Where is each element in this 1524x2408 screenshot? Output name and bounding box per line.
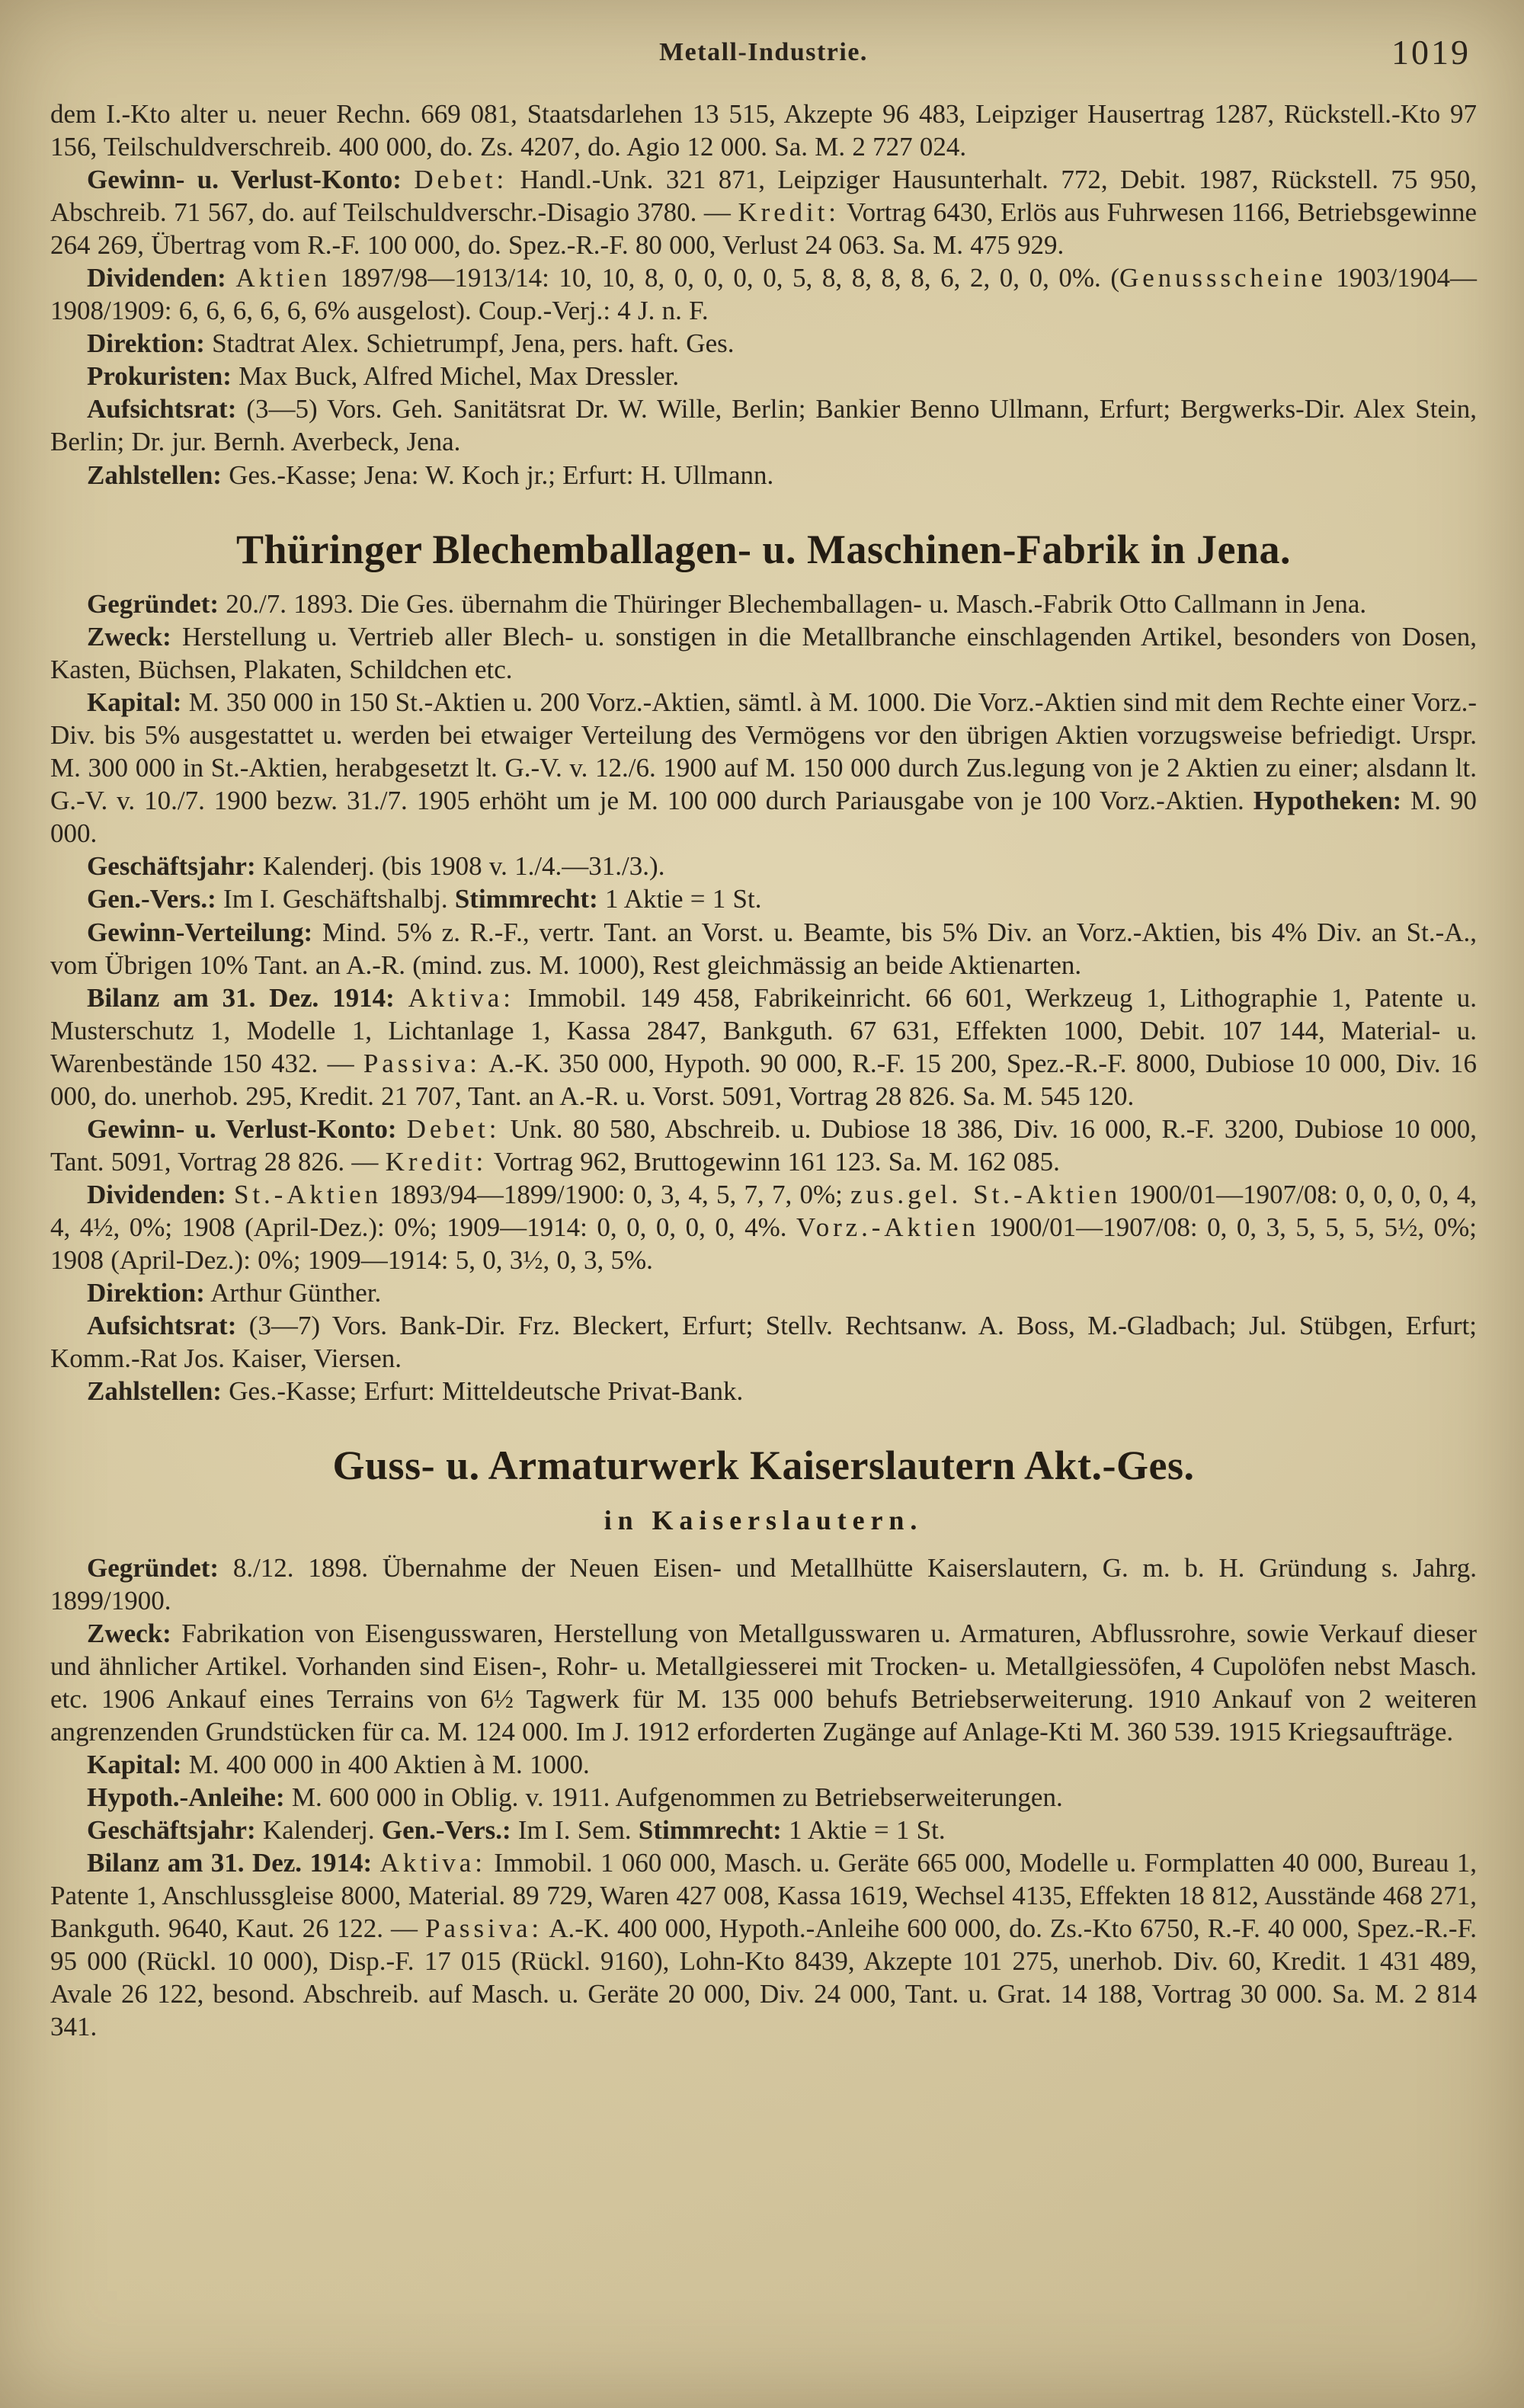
text-segment: Ges.-Kasse; Jena: W. Koch jr.; Erfurt: H. Ullmann. — [221, 460, 774, 490]
paragraph-label: Zweck: — [87, 1618, 171, 1648]
text-segment: M. 600 000 in Oblig. v. 1911. Aufgenommen zu Betriebserweiterungen. — [284, 1782, 1063, 1812]
running-title: Metall-Industrie. — [659, 38, 868, 66]
text-segment: Kredit: — [385, 1146, 488, 1177]
paragraph-label: Aufsichtsrat: — [87, 1311, 237, 1341]
paragraph-label: Dividenden: — [87, 1179, 226, 1209]
text-segment: 1893/94—1899/1900: 0, 3, 4, 5, 7, 7, 0%; — [381, 1179, 851, 1209]
text-segment: 1 Aktie = 1 St. — [781, 1815, 946, 1846]
text-segment: dem I.-Kto alter u. neuer Rechn. 669 081, Staatsdarlehen 13 515, Akzepte 96 483, Leipziger Hausertrag 1287, Rückstell.-Kto 97 156, Teilschuldverschreib. 400 000, do. Zs. 4207, do. Agio 12 000. Sa. M. 2 727 024. — [50, 99, 1477, 162]
page-number: 1019 — [1391, 33, 1471, 72]
page-header — [50, 35, 1477, 79]
text-segment: Arthur Günther. — [204, 1278, 382, 1308]
text-segment: Aktiva: — [379, 1848, 486, 1878]
text-segment: Fabrikation von Eisengusswaren, Herstellung von Metallgusswaren u. Armaturen, Abflussrohre, sowie Verkauf dieser und ähnlicher Artikel. Vorhanden sind Eisen-, Rohr- u. Metallgiesserei mit Trocken- u. Metallgiessöfen, 4 Cupolöfen nebst Masch. etc. 1906 Ankauf eines Terrains von 6½ Tagwerk für M. 135 000 behufs Betriebserweiterung. 1910 Ankauf von 2 weiteren angrenzenden Grundstücken für ca. M. 124 000. Im J. 1912 erforderten Zugänge auf Anlage-Kti M. 360 539. 1915 Kriegsaufträge. — [50, 1618, 1477, 1747]
paragraph — [50, 1113, 1477, 1178]
paragraph — [50, 360, 1477, 392]
paragraph-label: Dividenden: — [87, 263, 226, 293]
paragraph — [50, 850, 1477, 882]
sections — [50, 98, 1477, 2043]
paragraph-label: Gewinn- u. Verlust-Konto: — [87, 1113, 397, 1144]
paragraph-label: Zahlstellen: — [87, 460, 222, 490]
paragraph-label: Direktion: — [87, 1278, 205, 1308]
text-segment: M. 350 000 in 150 St.-Aktien u. 200 Vorz.-Aktien, sämtl. à M. 1000. Die Vorz.-Aktien sind mit dem Rechte einer Vorz.-Div. bis 5% ausgestattet u. werden bei etwaiger Verteilung des Vermögens vor den übrigen Aktien vorzugsweise befriedigt. Urspr. M. 300 000 in St.-Aktien, herabgesetzt lt. G.-V. v. 12./6. 1900 auf M. 150 000 durch Zus.legung von je 2 Aktien zu einer; alsdann lt. G.-V. v. 10./7. 1900 bezw. 31./7. 1905 erhöht um je M. 100 000 durch Pariausgabe von je 100 Vorz.-Aktien. — [50, 687, 1477, 816]
paragraph-label: Gen.-Vers.: — [381, 1815, 511, 1846]
text-segment — [372, 1848, 379, 1878]
paragraph — [50, 1846, 1477, 2043]
paragraph-label: Geschäftsjahr: — [87, 1815, 256, 1846]
text-segment: Kalenderj. — [255, 1815, 382, 1846]
company-subheading: in Kaiserslautern. — [604, 1504, 924, 1535]
paragraph-label: Stimmrecht: — [638, 1815, 782, 1846]
text-segment: St.-Aktien — [234, 1179, 382, 1209]
paragraph — [50, 1781, 1477, 1814]
text-segment: Herstellung u. Vertrieb aller Blech- u. sonstigen in die Metallbranche einschlagenden Artikel, besonders von Dosen, Kasten, Büchsen, Plakaten, Schildchen etc. — [50, 622, 1477, 685]
text-segment: Vortrag 962, Bruttogewinn 161 123. Sa. M. 162 085. — [487, 1146, 1060, 1177]
text-segment: 1897/98—1913/14: 10, 10, 8, 0, 0, 0, 0, 5, 8, 8, 8, 8, 6, 2, 0, 0, 0%. ( — [331, 263, 1120, 293]
paragraph-label: Hypoth.-Anleihe: — [87, 1782, 285, 1812]
text-segment: 1900/01—1907/08: 0, 0, 3, 5, 5, 5, 5½, 0%; 1908 (April-Dez.): 0%; 1909—1914: 5, 0, 3½, 0, 3, 5%. — [50, 1212, 1477, 1275]
paragraph-label: Kapital: — [87, 1749, 182, 1779]
paragraph — [50, 981, 1477, 1113]
paragraph-label: Bilanz am 31. Dez. 1914: — [87, 982, 395, 1013]
text-segment: Passiva: — [425, 1913, 543, 1944]
text-segment: 1 Aktie = 1 St. — [597, 884, 762, 914]
text-segment: Kalenderj. (bis 1908 v. 1./4.—31./3.). — [255, 851, 665, 882]
paragraph — [50, 459, 1477, 492]
paragraph-label: Gegründet: — [87, 589, 219, 620]
paragraph-label: Kapital: — [87, 687, 182, 718]
paragraph-label: Gen.-Vers.: — [87, 884, 216, 914]
text-segment: Debet: — [414, 165, 508, 195]
paragraph — [50, 327, 1477, 360]
company-section — [50, 98, 1477, 492]
text-segment: Im I. Sem. — [511, 1815, 639, 1846]
text-segment — [226, 1180, 234, 1209]
text-segment: Aktien — [235, 263, 331, 293]
text-segment: Vorz.-Aktien — [796, 1212, 979, 1242]
paragraph-label: Gewinn- u. Verlust-Konto: — [87, 165, 402, 195]
company-heading: Thüringer Blechemballagen- u. Maschinen-Fabrik in Jena. — [235, 526, 1292, 572]
paragraph — [50, 1551, 1477, 1617]
text-segment: 1900/01—1907/08: 0, 0, 0, 0, 4, 4, 4½, 0%; 1908 (April-Dez.): 0%; 1909—1914: 0, 0, 0, 0, 0, 4%. — [50, 1179, 1477, 1242]
paragraph-label: Gewinn-Verteilung: — [87, 917, 313, 947]
paragraph-label: Prokuristen: — [87, 361, 232, 392]
company-section — [50, 527, 1477, 1408]
text-segment: (3—5) Vors. Geh. Sanitätsrat Dr. W. Wille, Berlin; Bankier Benno Ullmann, Erfurt; Bergwerks-Dir. Alex Stein, Berlin; Dr. jur. Bernh. Averbeck, Jena. — [50, 394, 1477, 457]
paragraph — [50, 882, 1477, 915]
paragraph-label: Hypotheken: — [1253, 786, 1402, 816]
text-segment — [397, 1114, 407, 1144]
paragraph — [50, 1309, 1477, 1375]
text-segment: Genussscheine — [1119, 263, 1327, 293]
text-segment: M. 90 000. — [50, 786, 1478, 849]
paragraph — [50, 1748, 1477, 1781]
paragraph — [50, 392, 1477, 458]
paragraph-label: Direktion: — [87, 328, 205, 359]
text-segment: Unk. 80 580, Abschreib. u. Dubiose 18 386, Div. 16 000, R.-F. 3200, Dubiose 10 000, Tant. 5091, Vortrag 28 826. — — [50, 1113, 1477, 1177]
paragraph-label: Geschäftsjahr: — [87, 851, 256, 882]
text-segment: A.-K. 400 000, Hypoth.-Anleihe 600 000, do. Zs.-Kto 6750, R.-F. 40 000, Spez.-R.-F. 95 000 (Rückl. 10 000), Disp.-F. 17 015 (Rückl. 9160), Lohn-Kto 8439, Akzepte 101 275, unerhob. Div. 60, Kredit. 1 431 489, Avale 26 122, besond. Abschreib. auf Masch. u. Geräte 20 000, Div. 24 000, Tant. u. Grat. 14 188, Vortrag 30 000. Sa. M. 2 814 341. — [50, 1913, 1477, 2042]
text-segment: Debet: — [406, 1113, 501, 1144]
paragraph — [50, 1178, 1477, 1276]
paragraph — [50, 1276, 1477, 1309]
text-segment: Vortrag 6430, Erlös aus Fuhrwesen 1166, Betriebsgewinne 264 269, Übertrag vom R.-F. 100 000, do. Spez.-R.-F. 80 000, Verlust 24 063. Sa. M. 475 929. — [50, 197, 1478, 261]
paragraph-label: Bilanz am 31. Dez. 1914: — [87, 1848, 373, 1878]
text-segment: Immobil. 1 060 000, Masch. u. Geräte 665 000, Modelle u. Formplatten 40 000, Bureau 1, Patente 1, Anschlussgleise 8000, Material. 89 729, Waren 427 008, Kassa 1619, Wechsel 4135, Effekten 18 812, Ausstände 468 271, Bankguth. 9640, Kaut. 26 122. — — [50, 1848, 1478, 1944]
text-segment: Kredit: — [738, 197, 840, 228]
paragraph — [50, 98, 1477, 163]
text-segment: Max Buck, Alfred Michel, Max Dressler. — [231, 361, 680, 392]
paragraph — [50, 1375, 1477, 1407]
paragraph — [50, 1814, 1477, 1846]
paragraph — [50, 163, 1477, 261]
text-segment: zus.gel. St.-Aktien — [850, 1179, 1122, 1209]
paragraph — [50, 916, 1477, 981]
paragraph — [50, 686, 1477, 850]
text-segment: Handl.-Unk. 321 871, Leipziger Hausunterhalt. 772, Debit. 1987, Rückstell. 75 950, Abschreib. 71 567, do. auf Teilschuldverschr.-Disagio 3780. — — [50, 165, 1477, 228]
text-segment: A.-K. 350 000, Hypoth. 90 000, R.-F. 15 200, Spez.-R.-F. 8000, Dubiose 10 000, Div. 16 000, do. unerhob. 295, Kredit. 21 707, Tant. an A.-R. u. Vorst. 5091, Vortrag 28 826. Sa. M. 545 120. — [50, 1048, 1477, 1111]
paragraph — [50, 261, 1477, 327]
text-segment: 1903/1904—1908/1909: 6, 6, 6, 6, 6, 6% ausgelost). Coup.-Verj.: 4 J. n. F. — [50, 263, 1478, 326]
text-segment: Ges.-Kasse; Erfurt: Mitteldeutsche Privat-Bank. — [221, 1376, 744, 1407]
company-heading: Guss- u. Armaturwerk Kaiserslautern Akt.-Ges. — [332, 1443, 1195, 1489]
paragraph-label: Gegründet: — [87, 1552, 219, 1583]
paragraph — [50, 1617, 1477, 1748]
text-segment — [395, 983, 408, 1013]
paragraph-label: Zweck: — [87, 622, 171, 652]
paragraph-label: Aufsichtsrat: — [87, 394, 237, 424]
text-segment: Immobil. 149 458, Fabrikeinricht. 66 601, Werkzeug 1, Lithographie 1, Patente u. Musterschutz 1, Modelle 1, Lichtanlage 1, Kassa 2847, Bankguth. 67 631, Effekten 1000, Debit. 107 144, Material- u. Warenbestände 150 432. — — [50, 982, 1477, 1078]
text-segment: Stadtrat Alex. Schietrumpf, Jena, pers. haft. Ges. — [204, 328, 735, 359]
text-segment: 8./12. 1898. Übernahme der Neuen Eisen- und Metallhütte Kaiserslautern, G. m. b. H. Gründung s. Jahrg. 1899/1900. — [50, 1552, 1477, 1615]
text-segment — [402, 165, 414, 194]
text-segment: 20./7. 1893. Die Ges. übernahm die Thüringer Blechemballagen- u. Masch.-Fabrik Otto Callmann in Jena. — [219, 589, 1367, 620]
company-section — [50, 1443, 1477, 2043]
paragraph-label: Zahlstellen: — [87, 1376, 222, 1407]
text-segment: Im I. Geschäftshalbj. — [216, 884, 455, 914]
text-segment: Passiva: — [363, 1048, 481, 1078]
paragraph — [50, 588, 1477, 620]
text-segment: M. 400 000 in 400 Aktien à M. 1000. — [181, 1749, 590, 1779]
paragraph — [50, 620, 1477, 686]
text-segment: (3—7) Vors. Bank-Dir. Frz. Bleckert, Erfurt; Stellv. Rechtsanw. A. Boss, M.-Gladbach; Jul. Stübgen, Erfurt; Komm.-Rat Jos. Kaiser, Viersen. — [50, 1311, 1477, 1374]
text-segment: Mind. 5% z. R.-F., vertr. Tant. an Vorst. u. Beamte, bis 5% Div. an Vorz.-Aktien, bis 4% Div. an St.-A., vom Übrigen 10% Tant. an A.-R. (mind. zus. M. 1000), Rest gleichmässig an beide Aktienarten. — [50, 917, 1477, 980]
paragraph-label: Stimmrecht: — [454, 884, 598, 914]
text-segment — [226, 263, 236, 293]
text-segment: Aktiva: — [408, 982, 514, 1013]
